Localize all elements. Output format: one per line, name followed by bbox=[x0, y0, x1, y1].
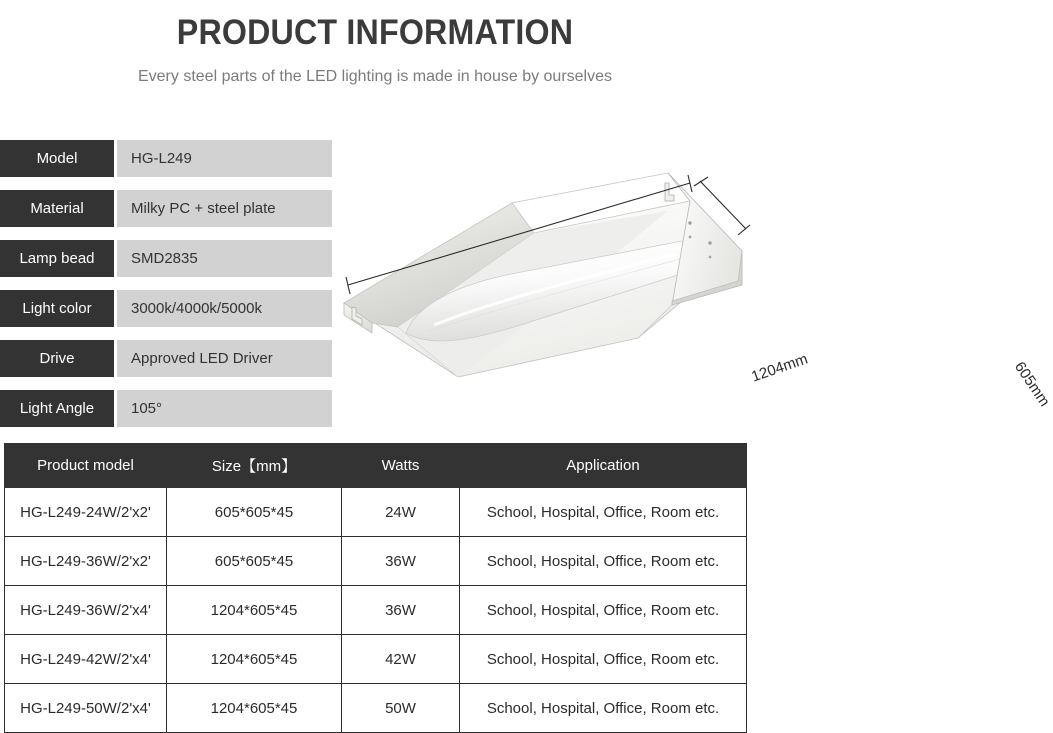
column-header-watts: Watts bbox=[342, 444, 460, 488]
cell-product-model: HG-L249-36W/2'x2' bbox=[5, 537, 167, 586]
specification-list bbox=[0, 140, 340, 440]
cell-application: School, Hospital, Office, Room etc. bbox=[460, 586, 747, 635]
spec-value: 3000k/4000k/5000k bbox=[117, 290, 332, 327]
cell-size: 605*605*45 bbox=[167, 488, 342, 537]
product-image bbox=[338, 155, 1053, 430]
product-model-table bbox=[4, 443, 747, 733]
spec-row bbox=[0, 190, 340, 227]
spec-value: HG-L249 bbox=[117, 140, 332, 177]
spec-row bbox=[0, 240, 340, 277]
spec-value: 105° bbox=[117, 390, 332, 427]
page-subtitle: Every steel parts of the LED lighting is made in house by ourselves bbox=[137, 68, 613, 85]
spec-value: Milky PC + steel plate bbox=[117, 190, 332, 227]
spec-key: Lamp bead bbox=[0, 240, 114, 277]
table-row bbox=[5, 586, 747, 635]
cell-size: 1204*605*45 bbox=[167, 635, 342, 684]
spec-value: SMD2835 bbox=[117, 240, 332, 277]
cell-watts: 36W bbox=[342, 586, 460, 635]
cell-watts: 24W bbox=[342, 488, 460, 537]
spec-key: Material bbox=[0, 190, 114, 227]
cell-size: 1204*605*45 bbox=[167, 684, 342, 733]
column-header-application: Application bbox=[460, 444, 747, 488]
cell-watts: 50W bbox=[342, 684, 460, 733]
spec-key: Drive bbox=[0, 340, 114, 377]
table-row bbox=[5, 684, 747, 733]
spec-row bbox=[0, 340, 340, 377]
table-row bbox=[5, 537, 747, 586]
dimension-label-length: 1204mm bbox=[749, 350, 810, 386]
cell-product-model: HG-L249-36W/2'x4' bbox=[5, 586, 167, 635]
spec-value: Approved LED Driver bbox=[117, 340, 332, 377]
cell-application: School, Hospital, Office, Room etc. bbox=[460, 635, 747, 684]
column-header-product-model: Product model bbox=[5, 444, 167, 488]
spec-key: Light Angle bbox=[0, 390, 114, 427]
spec-row bbox=[0, 390, 340, 427]
cell-size: 605*605*45 bbox=[167, 537, 342, 586]
spec-key: Light color bbox=[0, 290, 114, 327]
page-title: PRODUCT INFORMATION bbox=[176, 13, 574, 52]
cell-product-model: HG-L249-42W/2'x4' bbox=[5, 635, 167, 684]
cell-size: 1204*605*45 bbox=[167, 586, 342, 635]
cell-application: School, Hospital, Office, Room etc. bbox=[460, 684, 747, 733]
cell-watts: 36W bbox=[342, 537, 460, 586]
cell-watts: 42W bbox=[342, 635, 460, 684]
table-header-row bbox=[5, 444, 747, 488]
column-header-size: Size【mm】 bbox=[167, 444, 342, 488]
table-row bbox=[5, 635, 747, 684]
cell-product-model: HG-L249-24W/2'x2' bbox=[5, 488, 167, 537]
dimension-label-width: 605mm bbox=[1010, 358, 1053, 410]
table-row bbox=[5, 488, 747, 537]
led-troffer-illustration bbox=[338, 155, 750, 430]
spec-row bbox=[0, 290, 340, 327]
spec-row bbox=[0, 140, 340, 177]
cell-application: School, Hospital, Office, Room etc. bbox=[460, 488, 747, 537]
cell-application: School, Hospital, Office, Room etc. bbox=[460, 537, 747, 586]
cell-product-model: HG-L249-50W/2'x4' bbox=[5, 684, 167, 733]
spec-key: Model bbox=[0, 140, 114, 177]
